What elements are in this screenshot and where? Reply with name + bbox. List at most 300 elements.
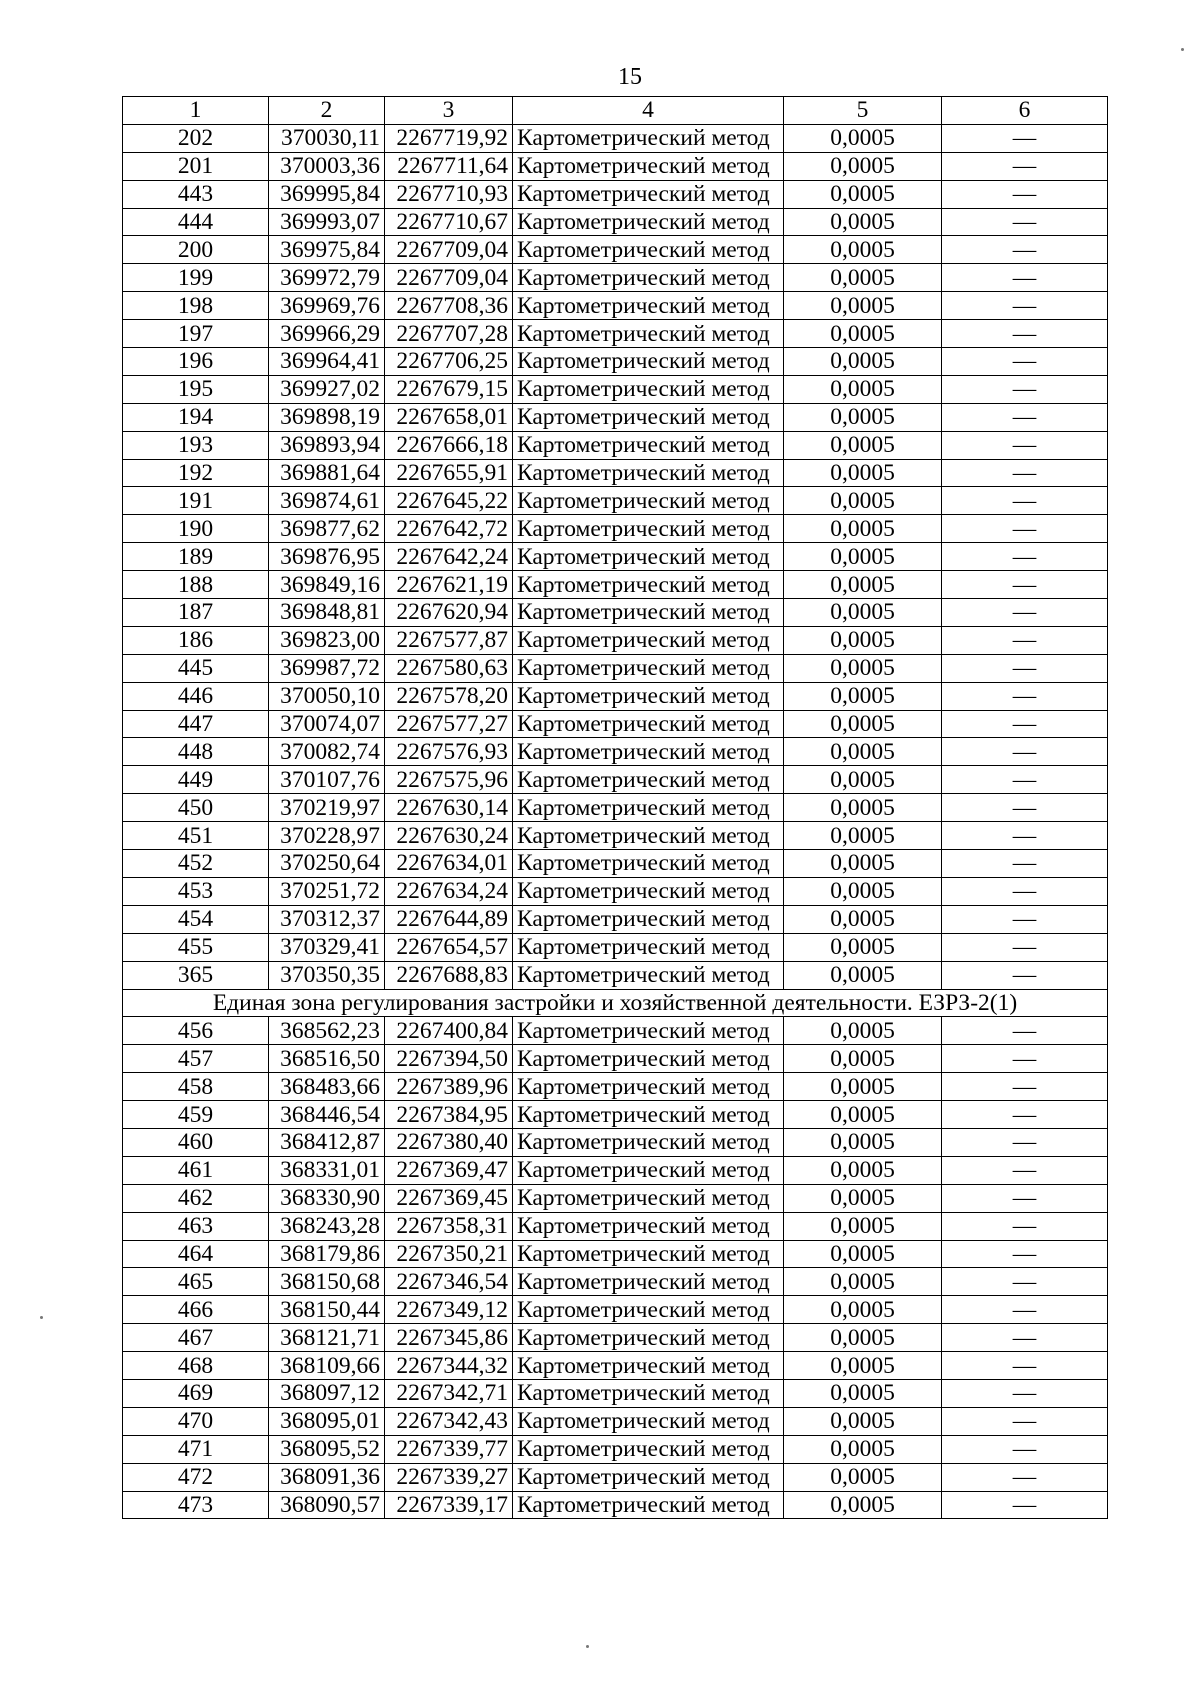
accuracy-cell: 0,0005 bbox=[784, 599, 942, 627]
description-cell: — bbox=[942, 487, 1108, 515]
table-row bbox=[123, 1073, 1108, 1101]
description-cell: — bbox=[942, 1017, 1108, 1045]
scan-speck bbox=[586, 1645, 589, 1648]
method-cell: Картометрический метод bbox=[513, 1184, 784, 1212]
method-cell: Картометрический метод bbox=[513, 208, 784, 236]
description-cell: — bbox=[942, 375, 1108, 403]
point-number-cell: 365 bbox=[123, 961, 269, 989]
table-row bbox=[123, 1184, 1108, 1212]
accuracy-cell: 0,0005 bbox=[784, 487, 942, 515]
x-coordinate-cell: 368109,66 bbox=[269, 1352, 385, 1380]
column-header: 3 bbox=[385, 97, 513, 125]
table-row bbox=[123, 180, 1108, 208]
accuracy-cell: 0,0005 bbox=[784, 264, 942, 292]
accuracy-cell: 0,0005 bbox=[784, 515, 942, 543]
table-row bbox=[123, 1101, 1108, 1129]
point-number-cell: 453 bbox=[123, 877, 269, 905]
description-cell: — bbox=[942, 571, 1108, 599]
description-cell: — bbox=[942, 292, 1108, 320]
point-number-cell: 199 bbox=[123, 264, 269, 292]
table-row bbox=[123, 320, 1108, 348]
description-cell: — bbox=[942, 152, 1108, 180]
table-row bbox=[123, 850, 1108, 878]
description-cell: — bbox=[942, 1268, 1108, 1296]
point-number-cell: 193 bbox=[123, 431, 269, 459]
method-cell: Картометрический метод bbox=[513, 320, 784, 348]
y-coordinate-cell: 2267719,92 bbox=[385, 124, 513, 152]
x-coordinate-cell: 368095,52 bbox=[269, 1435, 385, 1463]
y-coordinate-cell: 2267707,28 bbox=[385, 320, 513, 348]
x-coordinate-cell: 369876,95 bbox=[269, 543, 385, 571]
accuracy-cell: 0,0005 bbox=[784, 961, 942, 989]
section-title: Единая зона регулирования застройки и хозяйственной деятельности. ЕЗРЗ-2(1) bbox=[123, 989, 1108, 1017]
description-cell: — bbox=[942, 654, 1108, 682]
accuracy-cell: 0,0005 bbox=[784, 124, 942, 152]
y-coordinate-cell: 2267630,14 bbox=[385, 794, 513, 822]
point-number-cell: 454 bbox=[123, 905, 269, 933]
x-coordinate-cell: 370350,35 bbox=[269, 961, 385, 989]
method-cell: Картометрический метод bbox=[513, 1017, 784, 1045]
table-row bbox=[123, 599, 1108, 627]
table-row bbox=[123, 292, 1108, 320]
accuracy-cell: 0,0005 bbox=[784, 208, 942, 236]
x-coordinate-cell: 368483,66 bbox=[269, 1073, 385, 1101]
table-row bbox=[123, 794, 1108, 822]
description-cell: — bbox=[942, 1407, 1108, 1435]
description-cell: — bbox=[942, 682, 1108, 710]
method-cell: Картометрический метод bbox=[513, 1463, 784, 1491]
x-coordinate-cell: 368150,68 bbox=[269, 1268, 385, 1296]
x-coordinate-cell: 368446,54 bbox=[269, 1101, 385, 1129]
table-row bbox=[123, 710, 1108, 738]
accuracy-cell: 0,0005 bbox=[784, 766, 942, 794]
column-header: 1 bbox=[123, 97, 269, 125]
method-cell: Картометрический метод bbox=[513, 1435, 784, 1463]
accuracy-cell: 0,0005 bbox=[784, 1045, 942, 1073]
y-coordinate-cell: 2267576,93 bbox=[385, 738, 513, 766]
y-coordinate-cell: 2267644,89 bbox=[385, 905, 513, 933]
y-coordinate-cell: 2267679,15 bbox=[385, 375, 513, 403]
point-number-cell: 201 bbox=[123, 152, 269, 180]
x-coordinate-cell: 368516,50 bbox=[269, 1045, 385, 1073]
description-cell: — bbox=[942, 543, 1108, 571]
accuracy-cell: 0,0005 bbox=[784, 1156, 942, 1184]
method-cell: Картометрический метод bbox=[513, 1379, 784, 1407]
method-cell: Картометрический метод bbox=[513, 654, 784, 682]
y-coordinate-cell: 2267344,32 bbox=[385, 1352, 513, 1380]
description-cell: — bbox=[942, 877, 1108, 905]
point-number-cell: 197 bbox=[123, 320, 269, 348]
description-cell: — bbox=[942, 738, 1108, 766]
x-coordinate-cell: 370107,76 bbox=[269, 766, 385, 794]
method-cell: Картометрический метод bbox=[513, 1324, 784, 1352]
y-coordinate-cell: 2267349,12 bbox=[385, 1296, 513, 1324]
point-number-cell: 187 bbox=[123, 599, 269, 627]
x-coordinate-cell: 368097,12 bbox=[269, 1379, 385, 1407]
method-cell: Картометрический метод bbox=[513, 292, 784, 320]
table-row bbox=[123, 1296, 1108, 1324]
accuracy-cell: 0,0005 bbox=[784, 738, 942, 766]
method-cell: Картометрический метод bbox=[513, 1268, 784, 1296]
point-number-cell: 470 bbox=[123, 1407, 269, 1435]
x-coordinate-cell: 368090,57 bbox=[269, 1491, 385, 1519]
accuracy-cell: 0,0005 bbox=[784, 822, 942, 850]
table-row bbox=[123, 348, 1108, 376]
x-coordinate-cell: 368121,71 bbox=[269, 1324, 385, 1352]
point-number-cell: 189 bbox=[123, 543, 269, 571]
x-coordinate-cell: 370228,97 bbox=[269, 822, 385, 850]
x-coordinate-cell: 368091,36 bbox=[269, 1463, 385, 1491]
point-number-cell: 188 bbox=[123, 571, 269, 599]
method-cell: Картометрический метод bbox=[513, 487, 784, 515]
accuracy-cell: 0,0005 bbox=[784, 1296, 942, 1324]
method-cell: Картометрический метод bbox=[513, 933, 784, 961]
x-coordinate-cell: 369877,62 bbox=[269, 515, 385, 543]
header-row bbox=[123, 97, 1108, 125]
method-cell: Картометрический метод bbox=[513, 1352, 784, 1380]
method-cell: Картометрический метод bbox=[513, 236, 784, 264]
table-row bbox=[123, 654, 1108, 682]
accuracy-cell: 0,0005 bbox=[784, 320, 942, 348]
x-coordinate-cell: 368412,87 bbox=[269, 1128, 385, 1156]
method-cell: Картометрический метод bbox=[513, 459, 784, 487]
method-cell: Картометрический метод bbox=[513, 794, 784, 822]
accuracy-cell: 0,0005 bbox=[784, 626, 942, 654]
y-coordinate-cell: 2267710,67 bbox=[385, 208, 513, 236]
x-coordinate-cell: 369898,19 bbox=[269, 403, 385, 431]
description-cell: — bbox=[942, 1435, 1108, 1463]
description-cell: — bbox=[942, 1491, 1108, 1519]
y-coordinate-cell: 2267710,93 bbox=[385, 180, 513, 208]
point-number-cell: 464 bbox=[123, 1240, 269, 1268]
accuracy-cell: 0,0005 bbox=[784, 180, 942, 208]
point-number-cell: 459 bbox=[123, 1101, 269, 1129]
description-cell: — bbox=[942, 1045, 1108, 1073]
y-coordinate-cell: 2267578,20 bbox=[385, 682, 513, 710]
accuracy-cell: 0,0005 bbox=[784, 933, 942, 961]
method-cell: Картометрический метод bbox=[513, 710, 784, 738]
x-coordinate-cell: 369881,64 bbox=[269, 459, 385, 487]
accuracy-cell: 0,0005 bbox=[784, 348, 942, 376]
point-number-cell: 465 bbox=[123, 1268, 269, 1296]
accuracy-cell: 0,0005 bbox=[784, 1017, 942, 1045]
table-row bbox=[123, 208, 1108, 236]
point-number-cell: 467 bbox=[123, 1324, 269, 1352]
description-cell: — bbox=[942, 794, 1108, 822]
accuracy-cell: 0,0005 bbox=[784, 794, 942, 822]
description-cell: — bbox=[942, 1463, 1108, 1491]
accuracy-cell: 0,0005 bbox=[784, 1352, 942, 1380]
description-cell: — bbox=[942, 961, 1108, 989]
x-coordinate-cell: 369975,84 bbox=[269, 236, 385, 264]
x-coordinate-cell: 369848,81 bbox=[269, 599, 385, 627]
point-number-cell: 457 bbox=[123, 1045, 269, 1073]
x-coordinate-cell: 368331,01 bbox=[269, 1156, 385, 1184]
y-coordinate-cell: 2267655,91 bbox=[385, 459, 513, 487]
x-coordinate-cell: 369995,84 bbox=[269, 180, 385, 208]
table-row bbox=[123, 543, 1108, 571]
point-number-cell: 469 bbox=[123, 1379, 269, 1407]
method-cell: Картометрический метод bbox=[513, 1212, 784, 1240]
y-coordinate-cell: 2267342,43 bbox=[385, 1407, 513, 1435]
point-number-cell: 186 bbox=[123, 626, 269, 654]
accuracy-cell: 0,0005 bbox=[784, 1073, 942, 1101]
description-cell: — bbox=[942, 320, 1108, 348]
y-coordinate-cell: 2267630,24 bbox=[385, 822, 513, 850]
point-number-cell: 443 bbox=[123, 180, 269, 208]
table-row bbox=[123, 766, 1108, 794]
accuracy-cell: 0,0005 bbox=[784, 682, 942, 710]
x-coordinate-cell: 368243,28 bbox=[269, 1212, 385, 1240]
y-coordinate-cell: 2267711,64 bbox=[385, 152, 513, 180]
accuracy-cell: 0,0005 bbox=[784, 1407, 942, 1435]
x-coordinate-cell: 369964,41 bbox=[269, 348, 385, 376]
table-row bbox=[123, 1379, 1108, 1407]
description-cell: — bbox=[942, 348, 1108, 376]
table-row bbox=[123, 375, 1108, 403]
x-coordinate-cell: 369874,61 bbox=[269, 487, 385, 515]
point-number-cell: 196 bbox=[123, 348, 269, 376]
table-row bbox=[123, 1435, 1108, 1463]
y-coordinate-cell: 2267384,95 bbox=[385, 1101, 513, 1129]
y-coordinate-cell: 2267369,47 bbox=[385, 1156, 513, 1184]
method-cell: Картометрический метод bbox=[513, 403, 784, 431]
method-cell: Картометрический метод bbox=[513, 1156, 784, 1184]
method-cell: Картометрический метод bbox=[513, 599, 784, 627]
y-coordinate-cell: 2267577,87 bbox=[385, 626, 513, 654]
accuracy-cell: 0,0005 bbox=[784, 571, 942, 599]
description-cell: — bbox=[942, 236, 1108, 264]
page-number: 15 bbox=[618, 64, 642, 90]
table-row bbox=[123, 933, 1108, 961]
description-cell: — bbox=[942, 1240, 1108, 1268]
table-row bbox=[123, 1156, 1108, 1184]
method-cell: Картометрический метод bbox=[513, 961, 784, 989]
x-coordinate-cell: 368330,90 bbox=[269, 1184, 385, 1212]
table-row bbox=[123, 1212, 1108, 1240]
point-number-cell: 192 bbox=[123, 459, 269, 487]
table-row bbox=[123, 877, 1108, 905]
description-cell: — bbox=[942, 264, 1108, 292]
point-number-cell: 466 bbox=[123, 1296, 269, 1324]
y-coordinate-cell: 2267400,84 bbox=[385, 1017, 513, 1045]
point-number-cell: 446 bbox=[123, 682, 269, 710]
description-cell: — bbox=[942, 459, 1108, 487]
table-row bbox=[123, 738, 1108, 766]
y-coordinate-cell: 2267380,40 bbox=[385, 1128, 513, 1156]
point-number-cell: 461 bbox=[123, 1156, 269, 1184]
x-coordinate-cell: 370030,11 bbox=[269, 124, 385, 152]
x-coordinate-cell: 368562,23 bbox=[269, 1017, 385, 1045]
y-coordinate-cell: 2267580,63 bbox=[385, 654, 513, 682]
x-coordinate-cell: 369987,72 bbox=[269, 654, 385, 682]
table-row bbox=[123, 487, 1108, 515]
point-number-cell: 445 bbox=[123, 654, 269, 682]
method-cell: Картометрический метод bbox=[513, 850, 784, 878]
point-number-cell: 194 bbox=[123, 403, 269, 431]
table-body bbox=[123, 124, 1108, 1519]
method-cell: Картометрический метод bbox=[513, 1073, 784, 1101]
point-number-cell: 455 bbox=[123, 933, 269, 961]
point-number-cell: 200 bbox=[123, 236, 269, 264]
table-row bbox=[123, 1463, 1108, 1491]
accuracy-cell: 0,0005 bbox=[784, 431, 942, 459]
table-row bbox=[123, 1128, 1108, 1156]
method-cell: Картометрический метод bbox=[513, 1296, 784, 1324]
point-number-cell: 463 bbox=[123, 1212, 269, 1240]
description-cell: — bbox=[942, 431, 1108, 459]
y-coordinate-cell: 2267342,71 bbox=[385, 1379, 513, 1407]
accuracy-cell: 0,0005 bbox=[784, 1184, 942, 1212]
table-row bbox=[123, 1045, 1108, 1073]
method-cell: Картометрический метод bbox=[513, 822, 784, 850]
method-cell: Картометрический метод bbox=[513, 1101, 784, 1129]
x-coordinate-cell: 370312,37 bbox=[269, 905, 385, 933]
description-cell: — bbox=[942, 1128, 1108, 1156]
table-row bbox=[123, 515, 1108, 543]
description-cell: — bbox=[942, 850, 1108, 878]
description-cell: — bbox=[942, 1184, 1108, 1212]
description-cell: — bbox=[942, 1296, 1108, 1324]
table-row bbox=[123, 1407, 1108, 1435]
x-coordinate-cell: 368095,01 bbox=[269, 1407, 385, 1435]
point-number-cell: 448 bbox=[123, 738, 269, 766]
point-number-cell: 452 bbox=[123, 850, 269, 878]
description-cell: — bbox=[942, 180, 1108, 208]
x-coordinate-cell: 369927,02 bbox=[269, 375, 385, 403]
accuracy-cell: 0,0005 bbox=[784, 1324, 942, 1352]
table-row bbox=[123, 431, 1108, 459]
y-coordinate-cell: 2267642,24 bbox=[385, 543, 513, 571]
accuracy-cell: 0,0005 bbox=[784, 1212, 942, 1240]
x-coordinate-cell: 369823,00 bbox=[269, 626, 385, 654]
point-number-cell: 473 bbox=[123, 1491, 269, 1519]
y-coordinate-cell: 2267709,04 bbox=[385, 236, 513, 264]
y-coordinate-cell: 2267621,19 bbox=[385, 571, 513, 599]
y-coordinate-cell: 2267645,22 bbox=[385, 487, 513, 515]
y-coordinate-cell: 2267575,96 bbox=[385, 766, 513, 794]
description-cell: — bbox=[942, 1101, 1108, 1129]
method-cell: Картометрический метод bbox=[513, 1407, 784, 1435]
x-coordinate-cell: 370082,74 bbox=[269, 738, 385, 766]
y-coordinate-cell: 2267642,72 bbox=[385, 515, 513, 543]
accuracy-cell: 0,0005 bbox=[784, 375, 942, 403]
point-number-cell: 198 bbox=[123, 292, 269, 320]
description-cell: — bbox=[942, 822, 1108, 850]
accuracy-cell: 0,0005 bbox=[784, 292, 942, 320]
method-cell: Картометрический метод bbox=[513, 766, 784, 794]
method-cell: Картометрический метод bbox=[513, 180, 784, 208]
y-coordinate-cell: 2267688,83 bbox=[385, 961, 513, 989]
y-coordinate-cell: 2267358,31 bbox=[385, 1212, 513, 1240]
accuracy-cell: 0,0005 bbox=[784, 403, 942, 431]
table-row bbox=[123, 626, 1108, 654]
description-cell: — bbox=[942, 599, 1108, 627]
accuracy-cell: 0,0005 bbox=[784, 877, 942, 905]
scan-speck bbox=[40, 1316, 43, 1319]
table-row bbox=[123, 1268, 1108, 1296]
table-row bbox=[123, 152, 1108, 180]
accuracy-cell: 0,0005 bbox=[784, 710, 942, 738]
description-cell: — bbox=[942, 1156, 1108, 1184]
accuracy-cell: 0,0005 bbox=[784, 1128, 942, 1156]
description-cell: — bbox=[942, 1379, 1108, 1407]
method-cell: Картометрический метод bbox=[513, 1128, 784, 1156]
point-number-cell: 458 bbox=[123, 1073, 269, 1101]
accuracy-cell: 0,0005 bbox=[784, 152, 942, 180]
y-coordinate-cell: 2267339,17 bbox=[385, 1491, 513, 1519]
method-cell: Картометрический метод bbox=[513, 375, 784, 403]
accuracy-cell: 0,0005 bbox=[784, 1240, 942, 1268]
method-cell: Картометрический метод bbox=[513, 738, 784, 766]
description-cell: — bbox=[942, 905, 1108, 933]
accuracy-cell: 0,0005 bbox=[784, 654, 942, 682]
accuracy-cell: 0,0005 bbox=[784, 543, 942, 571]
point-number-cell: 462 bbox=[123, 1184, 269, 1212]
x-coordinate-cell: 370003,36 bbox=[269, 152, 385, 180]
x-coordinate-cell: 370074,07 bbox=[269, 710, 385, 738]
accuracy-cell: 0,0005 bbox=[784, 1101, 942, 1129]
y-coordinate-cell: 2267350,21 bbox=[385, 1240, 513, 1268]
table-row bbox=[123, 264, 1108, 292]
point-number-cell: 472 bbox=[123, 1463, 269, 1491]
x-coordinate-cell: 370251,72 bbox=[269, 877, 385, 905]
table-row bbox=[123, 236, 1108, 264]
description-cell: — bbox=[942, 124, 1108, 152]
method-cell: Картометрический метод bbox=[513, 515, 784, 543]
method-cell: Картометрический метод bbox=[513, 905, 784, 933]
method-cell: Картометрический метод bbox=[513, 124, 784, 152]
description-cell: — bbox=[942, 515, 1108, 543]
method-cell: Картометрический метод bbox=[513, 543, 784, 571]
y-coordinate-cell: 2267709,04 bbox=[385, 264, 513, 292]
method-cell: Картометрический метод bbox=[513, 571, 784, 599]
accuracy-cell: 0,0005 bbox=[784, 1379, 942, 1407]
table-row bbox=[123, 1324, 1108, 1352]
point-number-cell: 190 bbox=[123, 515, 269, 543]
x-coordinate-cell: 369893,94 bbox=[269, 431, 385, 459]
point-number-cell: 460 bbox=[123, 1128, 269, 1156]
column-header: 5 bbox=[784, 97, 942, 125]
table-row bbox=[123, 459, 1108, 487]
y-coordinate-cell: 2267654,57 bbox=[385, 933, 513, 961]
x-coordinate-cell: 369849,16 bbox=[269, 571, 385, 599]
table-row bbox=[123, 124, 1108, 152]
accuracy-cell: 0,0005 bbox=[784, 459, 942, 487]
x-coordinate-cell: 370329,41 bbox=[269, 933, 385, 961]
description-cell: — bbox=[942, 1212, 1108, 1240]
table-row bbox=[123, 403, 1108, 431]
point-number-cell: 468 bbox=[123, 1352, 269, 1380]
method-cell: Картометрический метод bbox=[513, 1045, 784, 1073]
description-cell: — bbox=[942, 710, 1108, 738]
x-coordinate-cell: 369993,07 bbox=[269, 208, 385, 236]
method-cell: Картометрический метод bbox=[513, 264, 784, 292]
y-coordinate-cell: 2267620,94 bbox=[385, 599, 513, 627]
x-coordinate-cell: 369972,79 bbox=[269, 264, 385, 292]
description-cell: — bbox=[942, 766, 1108, 794]
description-cell: — bbox=[942, 1352, 1108, 1380]
x-coordinate-cell: 369969,76 bbox=[269, 292, 385, 320]
table-row bbox=[123, 1017, 1108, 1045]
method-cell: Картометрический метод bbox=[513, 877, 784, 905]
section-row bbox=[123, 989, 1108, 1017]
accuracy-cell: 0,0005 bbox=[784, 905, 942, 933]
accuracy-cell: 0,0005 bbox=[784, 850, 942, 878]
point-number-cell: 471 bbox=[123, 1435, 269, 1463]
point-number-cell: 456 bbox=[123, 1017, 269, 1045]
y-coordinate-cell: 2267345,86 bbox=[385, 1324, 513, 1352]
